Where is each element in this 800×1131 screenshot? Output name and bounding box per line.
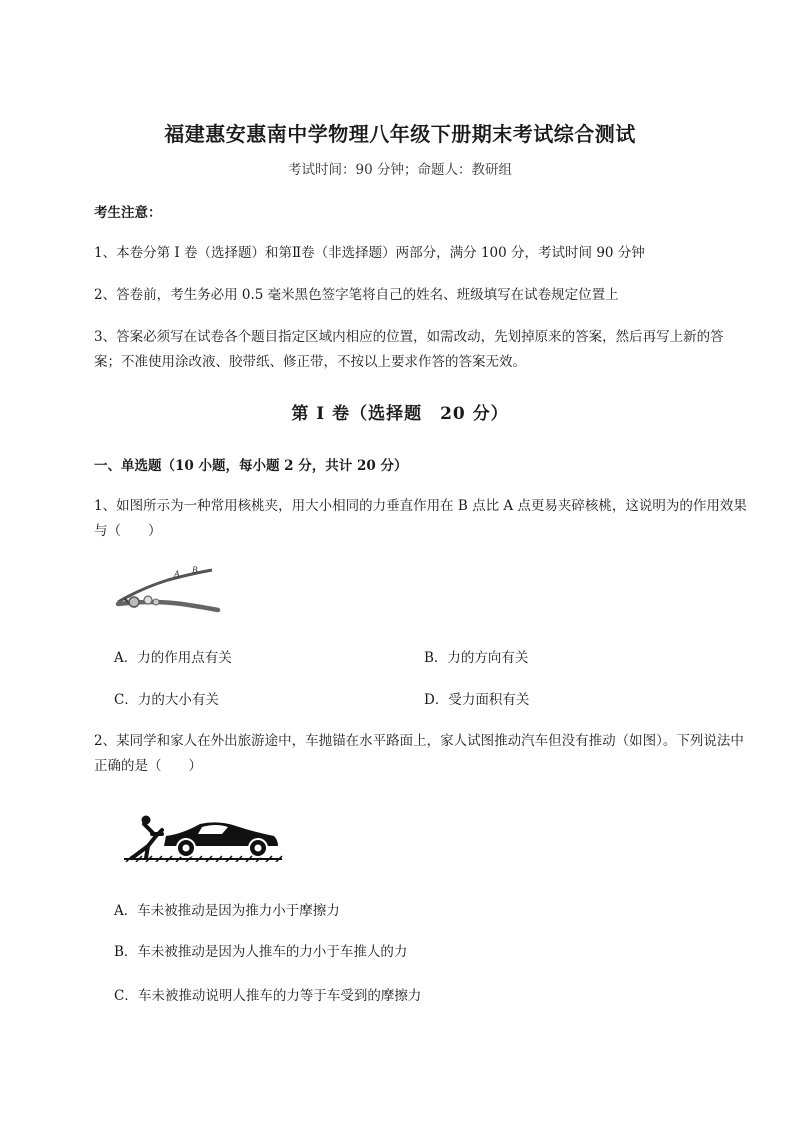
q1-option-b: B．力的方向有关 bbox=[424, 650, 529, 666]
question-2-stem: 2、某同学和家人在外出旅游途中，车抛锚在水平路面上，家人试图推动汽车但没有推动（如图）。下列说法中正确的是（ ） bbox=[94, 733, 744, 774]
page-title: 福建惠安惠南中学物理八年级下册期末考试综合测试 bbox=[164, 122, 636, 146]
q2-option-b: B．车未被推动是因为人推车的力小于车推人的力 bbox=[114, 944, 408, 960]
pushing-car-illustration bbox=[122, 812, 284, 862]
label-b: B bbox=[192, 565, 198, 575]
label-a: A bbox=[174, 569, 180, 579]
q2-option-c: C．车未被推动说明人推车的力等于车受到的摩擦力 bbox=[114, 988, 422, 1004]
pushing-car-figure bbox=[122, 812, 284, 862]
notice-item-1: 1、本卷分第 I 卷（选择题）和第Ⅱ卷（非选择题）两部分，满分 100 分，考试时间 90 分钟 bbox=[94, 245, 645, 261]
nutcracker-illustration bbox=[112, 562, 224, 618]
question-1-stem: 1、如图所示为一种常用核桃夹，用大小相同的力垂直作用在 B 点比 A 点更易夹碎核桃，这说明为的作用效果与（ ） bbox=[94, 498, 747, 539]
notice-item-2: 2、答卷前，考生务必用 0.5 毫米黑色签字笔将自己的姓名、班级填写在试卷规定位置上 bbox=[94, 287, 619, 303]
q1-option-c: C．力的大小有关 bbox=[114, 692, 219, 708]
question-group-title: 一、单选题（10 小题，每小题 2 分，共计 20 分） bbox=[94, 458, 408, 474]
q1-option-a: A．力的作用点有关 bbox=[114, 650, 232, 666]
section-title: 第 I 卷（选择题 20 分） bbox=[291, 404, 509, 424]
nutcracker-figure bbox=[112, 562, 224, 618]
q1-option-d: D．受力面积有关 bbox=[424, 692, 530, 708]
notice-heading: 考生注意： bbox=[94, 205, 162, 221]
exam-info: 考试时间：90 分钟；命题人：教研组 bbox=[288, 162, 512, 178]
notice-item-3: 3、答案必须写在试卷各个题目指定区域内相应的位置，如需改动，先划掉原来的答案，然后再写上新的答案；不准使用涂改液、胶带纸、修正带，不按以上要求作答的答案无效。 bbox=[94, 329, 724, 370]
q2-option-a: A．车未被推动是因为推力小于摩擦力 bbox=[114, 903, 340, 919]
